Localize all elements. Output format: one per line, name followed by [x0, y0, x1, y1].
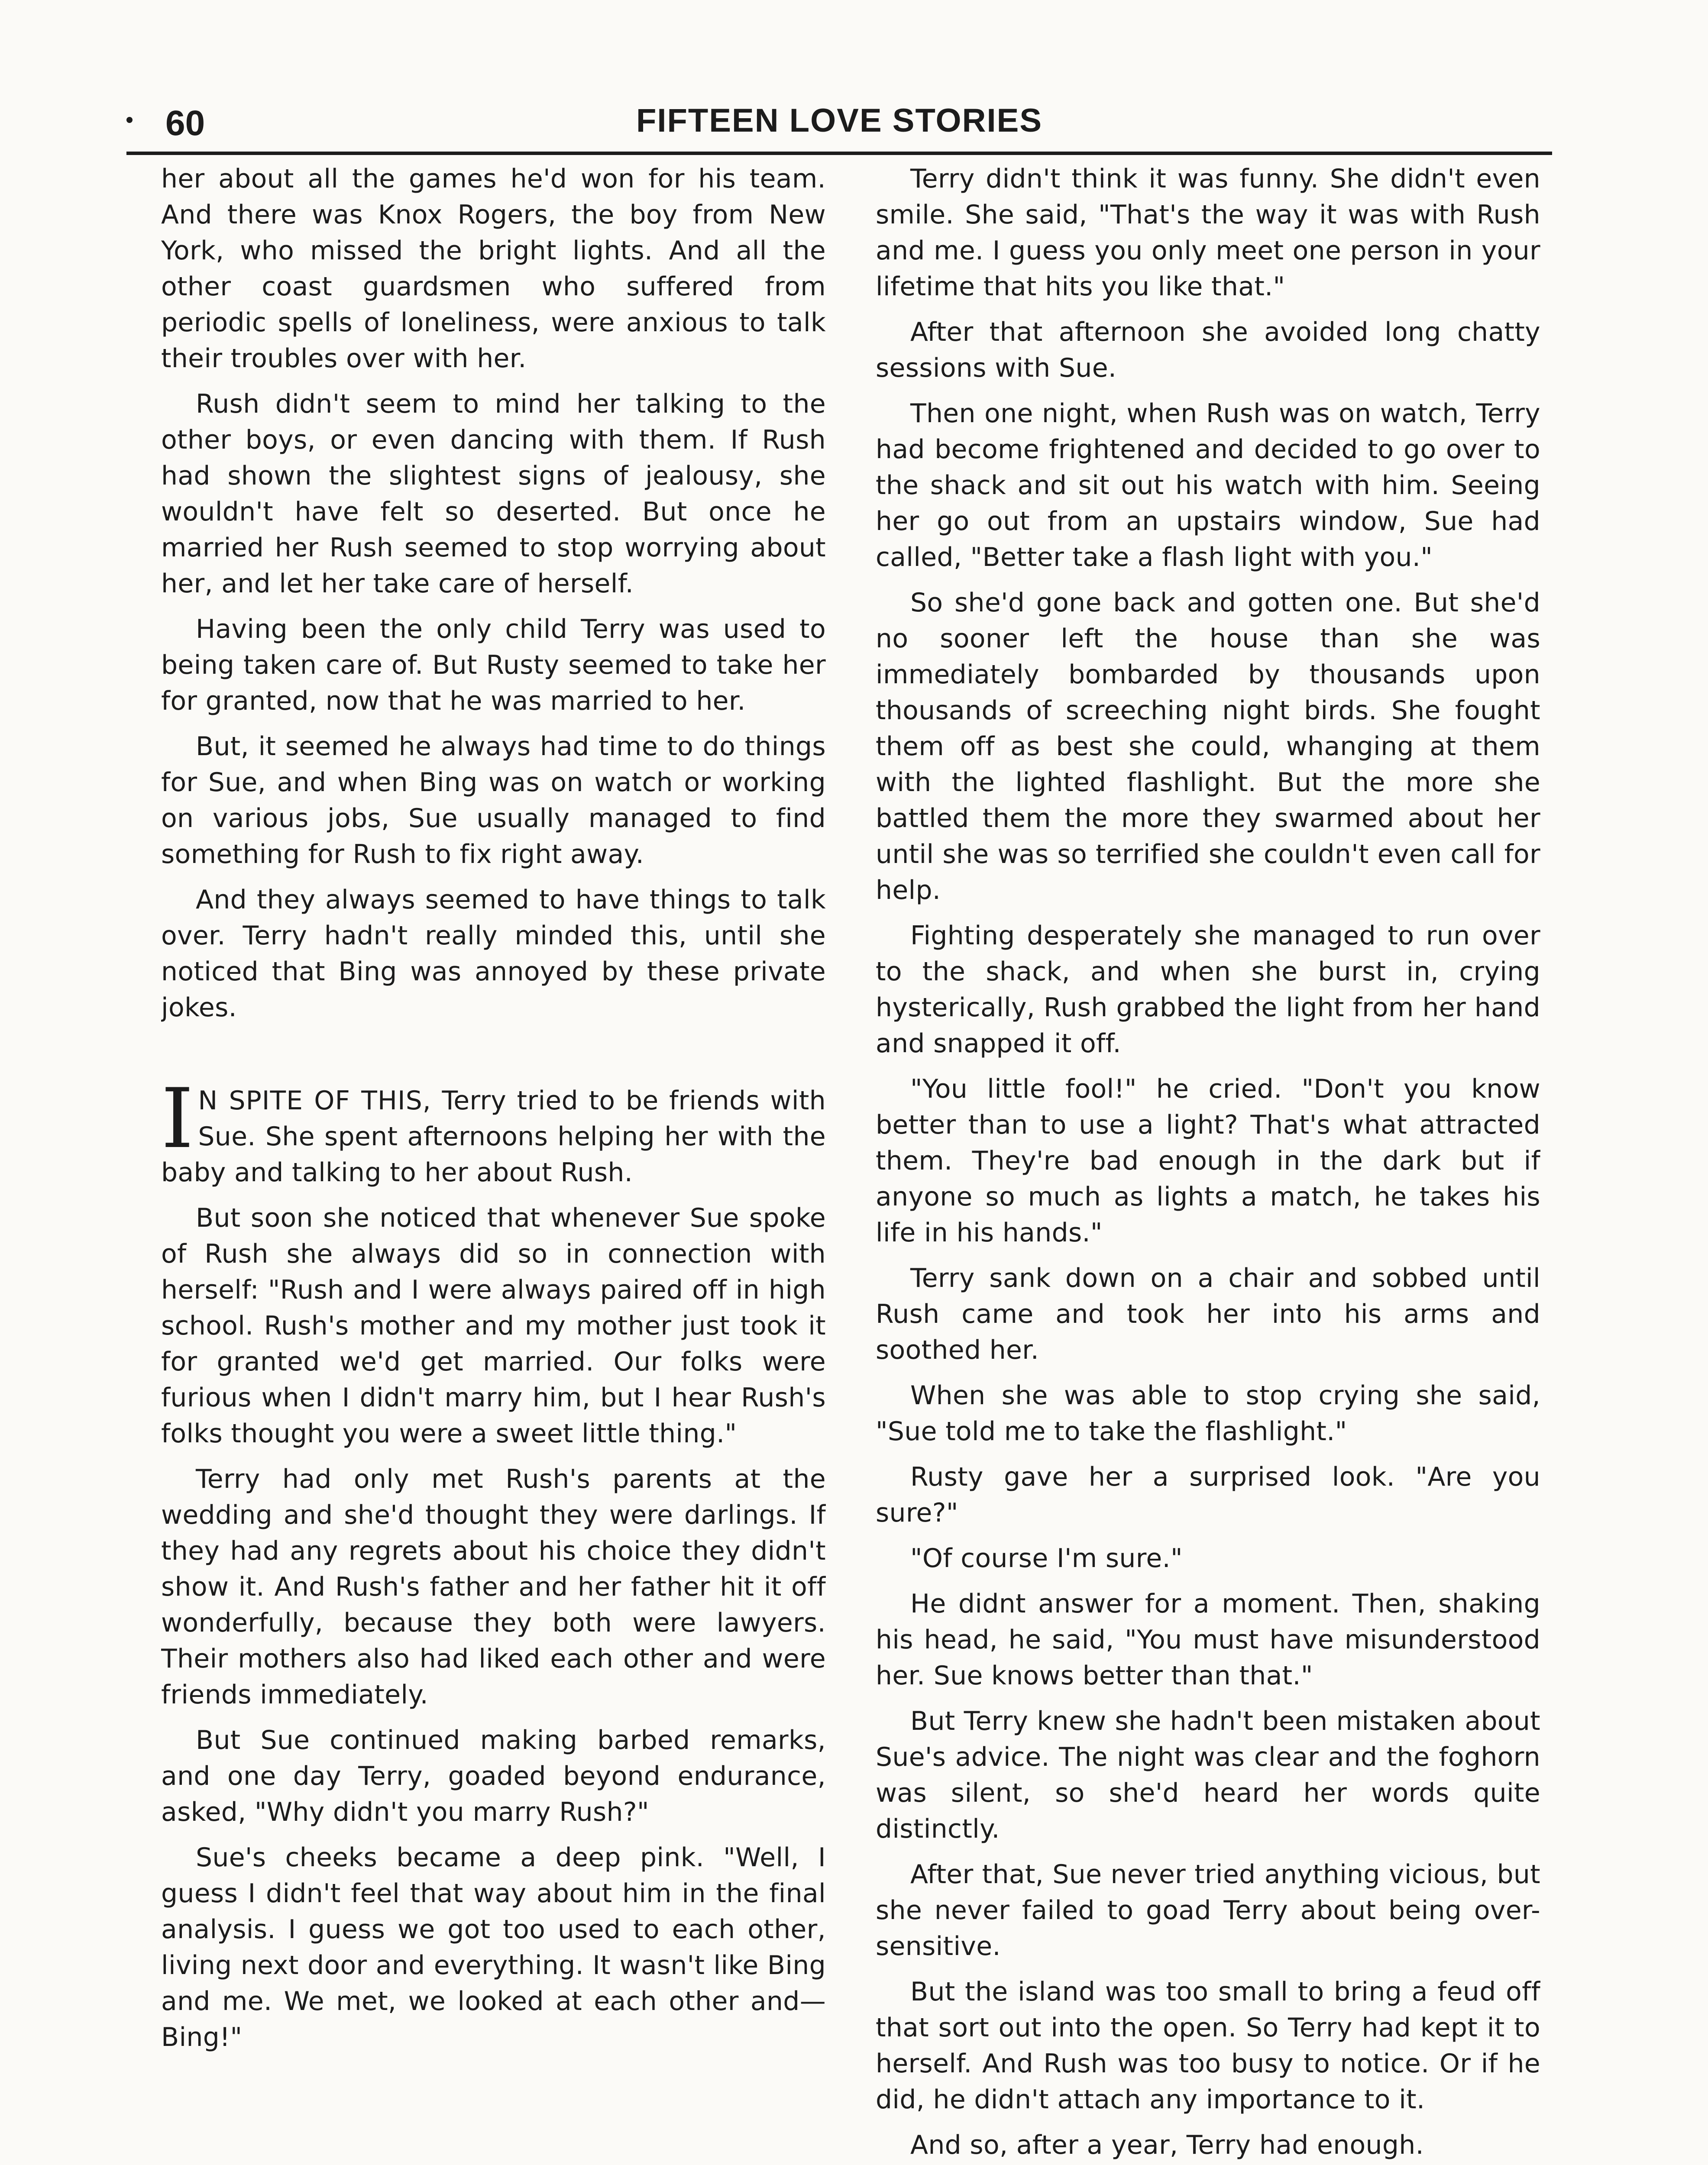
paragraph: Rusty gave her a surprised look. "Are you sure?" [876, 1462, 1540, 1528]
paragraph: Terry sank down on a chair and sobbed until Rush came and took her into his arms and soothed her. [876, 1263, 1540, 1365]
paragraph: And so, after a year, Terry had enough. [910, 2130, 1424, 2160]
paragraph: But, it seemed he always had time to do things for Sue, and when Bing was on watch or working on various jobs, Sue usually managed to find something for Rush to fix right away. [161, 731, 826, 869]
paragraph: "You little fool!" he cried. "Don't you know better than to use a light? That's what attracted them. They're bad enough in the dark but if anyone so much as lights a match, he takes his life in his hands." [876, 1074, 1540, 1248]
section-lead-in: N SPITE OF THIS, [198, 1086, 431, 1116]
section-opening-paragraph [161, 1071, 826, 1191]
right-column [876, 161, 1540, 2165]
drop-cap: I [161, 1071, 194, 1167]
page-header [126, 91, 1552, 155]
paragraph: But the island was too small to bring a feud off that sort out into the open. So Terry had kept it to herself. And Rush was too busy to notice. Or if he did, he didn't attach any importance to it. [876, 1977, 1540, 2115]
paragraph: And they always seemed to have things to talk over. Terry hadn't really minded this, until she noticed that Bing was annoyed by these private jokes. [161, 885, 826, 1023]
paragraph: Rush didn't seem to mind her talking to the other boys, or even dancing with them. If Rush had shown the slightest signs of jealousy, she wouldn't have felt so deserted. But once he married her Rush seemed to stop worrying about her, and let her take care of herself. [161, 389, 826, 599]
paragraph: Having been the only child Terry was used to being taken care of. But Rusty seemed to take her for granted, now that he was married to her. [161, 614, 826, 716]
paragraph: But soon she noticed that whenever Sue spoke of Rush she always did so in connection with herself: "Rush and I were always paired off in high school. Rush's mother and my mother just took it for granted we'd get married. Our folks were furious when I didn't marry him, but I hear Rush's folks thought you were a sweet little thing." [161, 1203, 826, 1449]
paragraph: But Terry knew she hadn't been mistaken about Sue's advice. The night was clear and the foghorn was silent, so she'd heard her words quite distinctly. [876, 1706, 1540, 1844]
paragraph: Fighting desperately she managed to run over to the shack, and when she burst in, crying hysterically, Rush grabbed the light from her hand and snapped it off. [876, 921, 1540, 1059]
left-column [161, 161, 826, 2165]
paragraph: "Of course I'm sure." [910, 1543, 1183, 1574]
paragraph: But Sue continued making barbed remarks, and one day Terry, goaded beyond endurance, asked, "Why didn't you marry Rush?" [161, 1725, 826, 1827]
paragraph: When she was able to stop crying she said, "Sue told me to take the flashlight." [876, 1380, 1540, 1447]
section-break [161, 1035, 826, 1083]
paragraph: After that, Sue never tried anything vicious, but she never failed to goad Terry about being over-sensitive. [876, 1859, 1540, 1961]
paragraph: Terry didn't think it was funny. She didn't even smile. She said, "That's the way it was with Rush and me. I guess you only meet one person in your lifetime that hits you like that." [876, 164, 1540, 302]
running-title: FIFTEEN LOVE STORIES [636, 102, 1043, 139]
paragraph: After that afternoon she avoided long chatty sessions with Sue. [876, 317, 1540, 383]
section-opening-text: Terry tried to be friends with Sue. She spent afternoons helping her with the baby and talking to her about Rush. [161, 1086, 826, 1188]
page-number: 60 [165, 103, 205, 143]
paragraph: So she'd gone back and gotten one. But she'd no sooner left the house than she was immediately bombarded by thousands upon thousands of screeching night birds. She fought them off as best she could, whanging at them with the lighted flashlight. But the more she battled them the more they swarmed about her until she was so terrified she couldn't even call for help. [876, 588, 1540, 905]
paragraph: her about all the games he'd won for his team. And there was Knox Rogers, the boy from New York, who missed the bright lights. And all the other coast guardsmen who suffered from periodic spells of loneliness, were anxious to talk their troubles over with her. [161, 164, 826, 374]
paragraph: Terry had only met Rush's parents at the wedding and she'd thought they were darlings. If they had any regrets about his choice they didn't show it. And Rush's father and her father hit it off wonderfully, because they both were lawyers. Their mothers also had liked each other and were friends immediately. [161, 1464, 826, 1710]
paragraph: He didnt answer for a moment. Then, shaking his head, he said, "You must have misunderstood her. Sue knows better than that." [876, 1589, 1540, 1691]
paragraph: Sue's cheeks became a deep pink. "Well, I guess I didn't feel that way about him in the final analysis. I guess we got too used to each other, living next door and everything. It wasn't like Bing and me. We met, we looked at each other and—Bing!" [161, 1842, 826, 2052]
paragraph: Then one night, when Rush was on watch, Terry had become frightened and decided to go over to the shack and sit out his watch with him. Seeing her go out from an upstairs window, Sue had called, "Better take a flash light with you." [876, 398, 1540, 572]
